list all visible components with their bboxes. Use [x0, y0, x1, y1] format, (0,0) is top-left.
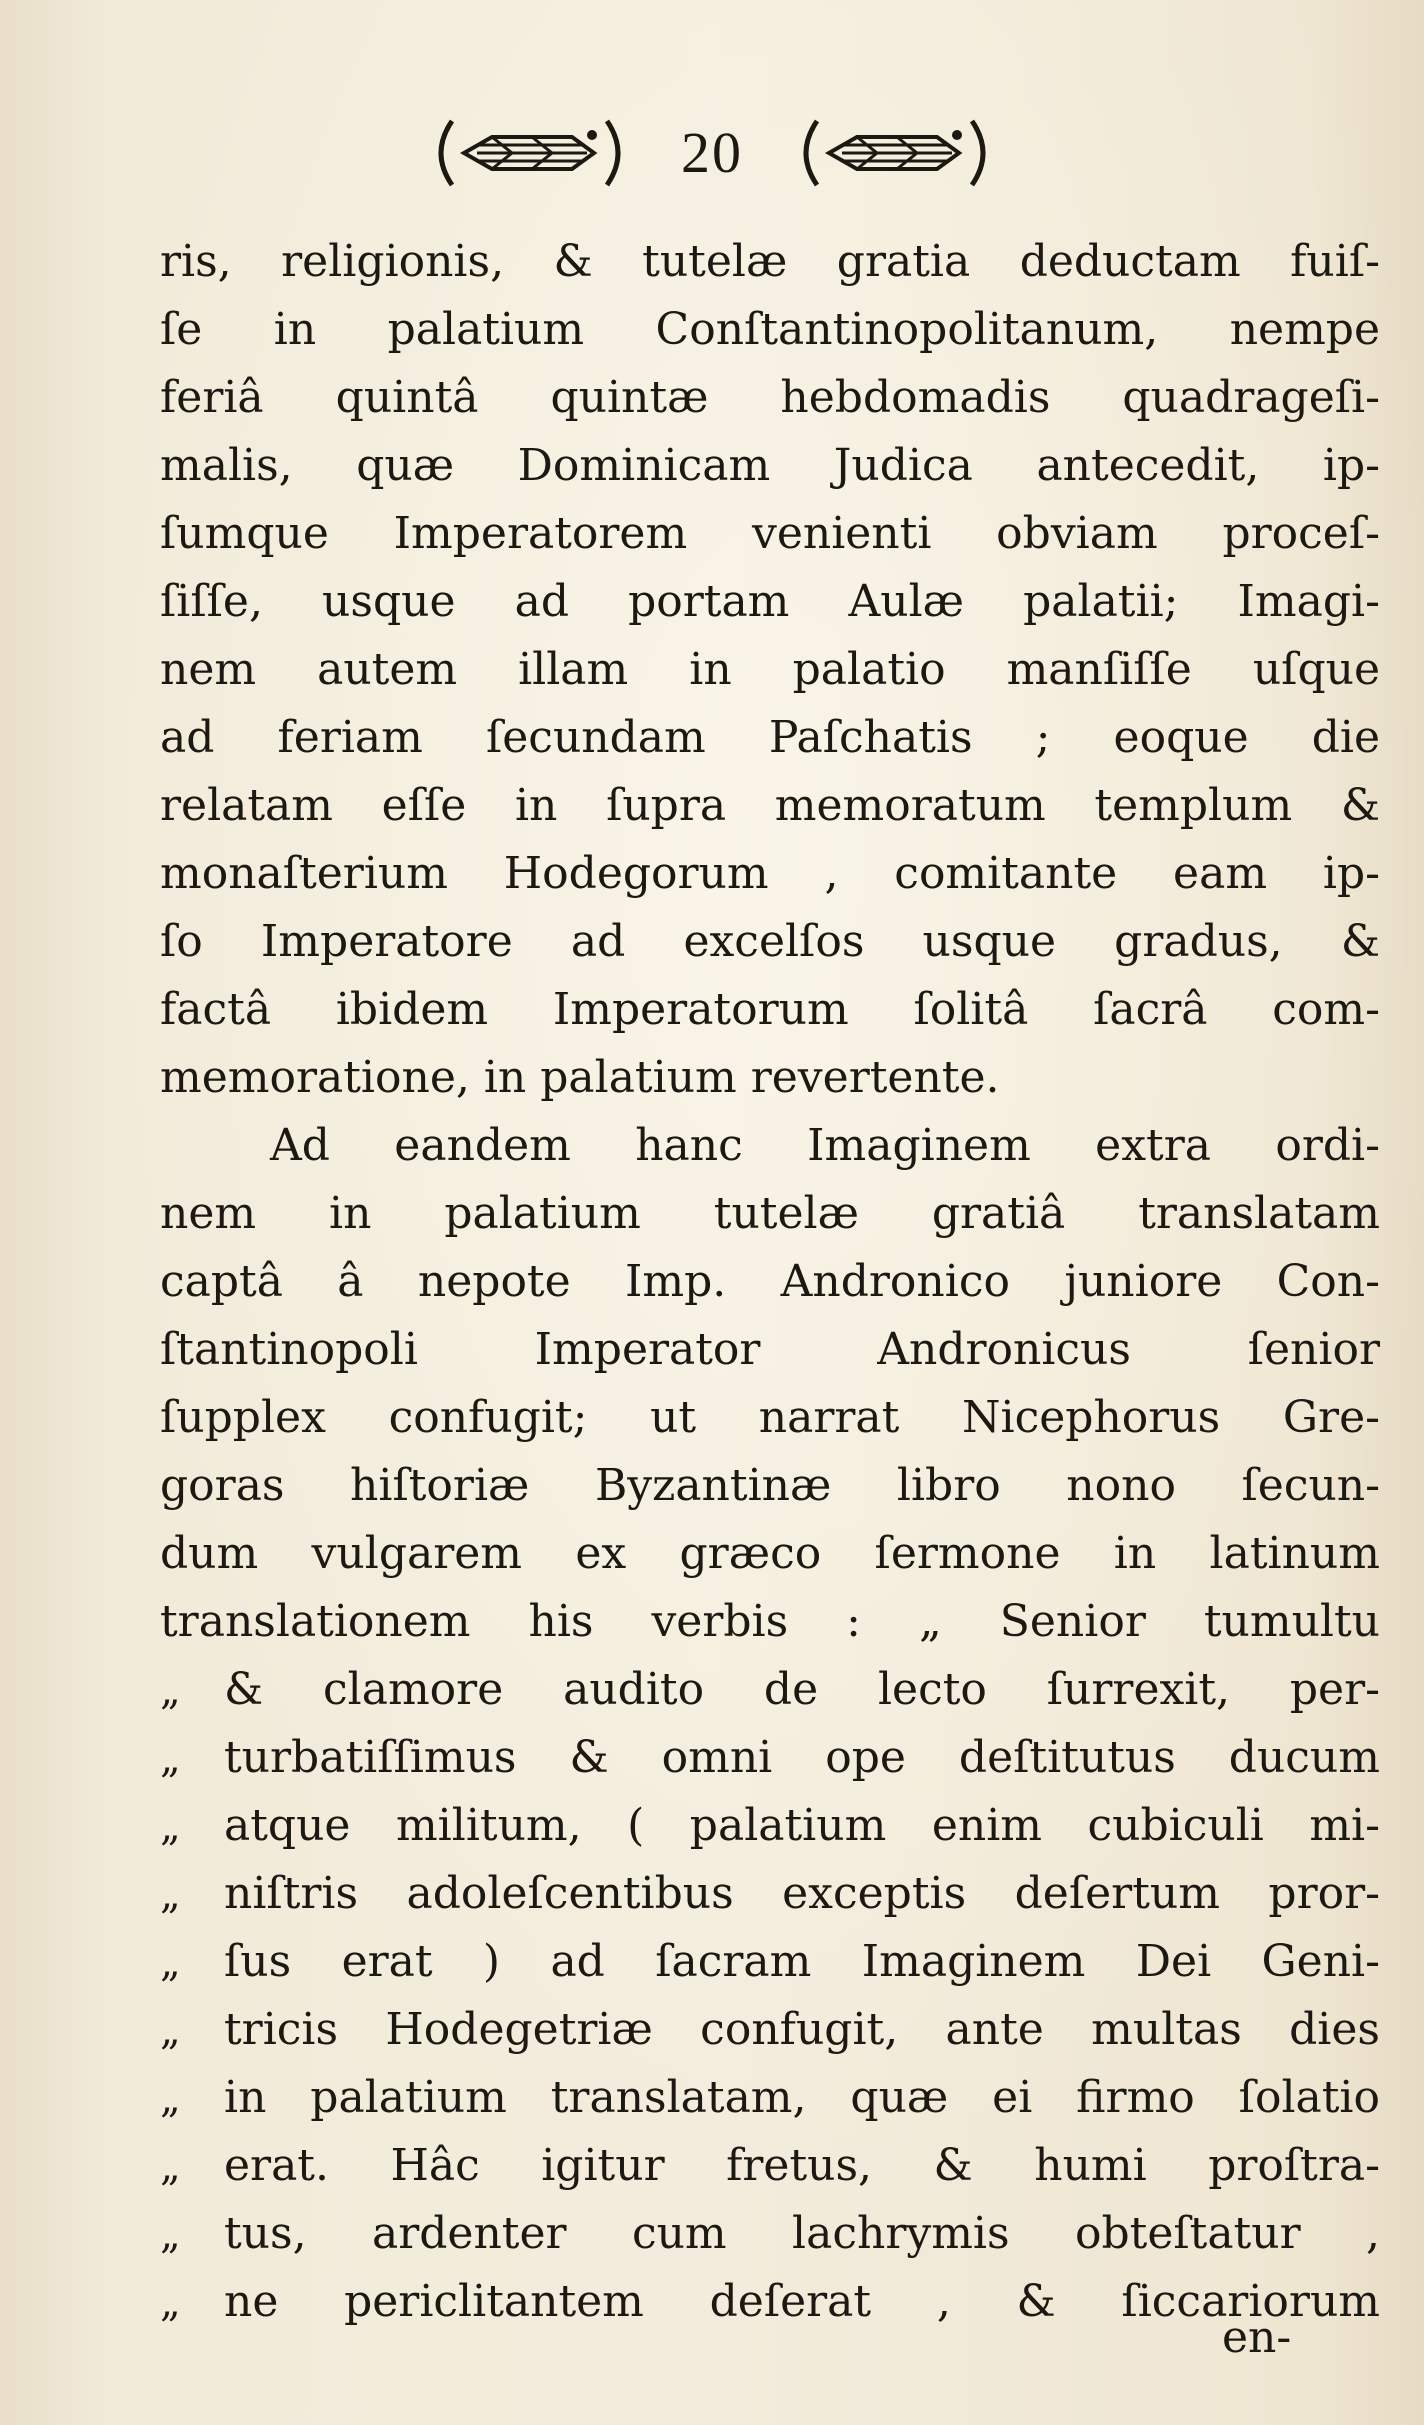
- left-printer-ornament-icon: [422, 113, 637, 193]
- quoted-text: turbatiſſimus & omni ope deſtitutus ducum: [224, 1732, 1380, 1783]
- text-line: memoratione, in palatium revertente.: [160, 1052, 1000, 1103]
- quotation-mark: „: [160, 2212, 181, 2258]
- quoted-text: & clamore audito de lecto ſurrexit, per-: [224, 1664, 1380, 1715]
- text-line: goras hiſtoriæ Byzantinæ libro nono ſecun-: [160, 1460, 1380, 1511]
- right-printer-ornament-icon: [787, 113, 1002, 193]
- quoted-line: [160, 1860, 1380, 1928]
- text-line: factâ ibidem Imperatorum ſolitâ ſacrâ com-: [160, 984, 1380, 1035]
- text-line: dum vulgarem ex græco ſermone in latinum: [160, 1528, 1380, 1579]
- text-line: ad feriam ſecundam Paſchatis ; eoque die: [160, 712, 1380, 763]
- quoted-line: [160, 1724, 1380, 1792]
- text-line: nem in palatium tutelæ gratiâ translatam: [160, 1188, 1380, 1239]
- quoted-text: in palatium translatam, quæ ei firmo ſolatio: [224, 2072, 1380, 2123]
- catchword: en-: [1222, 2312, 1292, 2363]
- quotation-mark: „: [160, 1940, 181, 1986]
- page-number: 20: [681, 120, 743, 185]
- text-line: ſo Imperatore ad excelſos usque gradus, &: [160, 916, 1380, 967]
- quotation-mark: „: [160, 2008, 181, 2054]
- text-line: translationem his verbis : „ Senior tumultu: [160, 1596, 1380, 1647]
- text-line: ſupplex confugit; ut narrat Nicephorus Gre-: [160, 1392, 1380, 1443]
- text-line: ſumque Imperatorem venienti obviam proceſ-: [160, 508, 1380, 559]
- text-line: monaſterium Hodegorum , comitante eam ip-: [160, 848, 1380, 899]
- text-line: ſtantinopoli Imperator Andronicus ſenior: [160, 1324, 1380, 1375]
- quoted-text: tricis Hodegetriæ confugit, ante multas dies: [224, 2004, 1380, 2055]
- text-line: feriâ quintâ quintæ hebdomadis quadrageſi-: [160, 372, 1380, 423]
- text-line: ſe in palatium Conſtantinopolitanum, nempe: [160, 304, 1380, 355]
- quoted-text: atque militum, ( palatium enim cubiculi mi-: [224, 1800, 1380, 1851]
- text-block: [160, 228, 1380, 2336]
- text-line: captâ â nepote Imp. Andronico juniore Con-: [160, 1256, 1380, 1307]
- quoted-text: erat. Hâc igitur fretus, & humi proſtra-: [224, 2140, 1380, 2191]
- quoted-line: [160, 1928, 1380, 1996]
- paragraph-start-line: Ad eandem hanc Imaginem extra ordi-: [270, 1120, 1380, 1171]
- text-line: malis, quæ Dominicam Judica antecedit, ip-: [160, 440, 1380, 491]
- quotation-mark: „: [160, 1668, 181, 1714]
- quoted-line: [160, 2200, 1380, 2268]
- quotation-mark: „: [160, 1736, 181, 1782]
- quoted-line: [160, 2268, 1380, 2336]
- text-line: relatam eſſe in ſupra memoratum templum &: [160, 780, 1380, 831]
- text-line: ris, religionis, & tutelæ gratia deductam fuiſ-: [160, 236, 1380, 287]
- text-line: nem autem illam in palatio manſiſſe uſque: [160, 644, 1380, 695]
- quoted-line: [160, 1792, 1380, 1860]
- quoted-line: [160, 1996, 1380, 2064]
- quoted-text: niſtris adoleſcentibus exceptis deſertum pror-: [224, 1868, 1380, 1919]
- quotation-mark: „: [160, 2076, 181, 2122]
- quotation-mark: „: [160, 1872, 181, 1918]
- page-header: [0, 108, 1424, 198]
- quotation-mark: „: [160, 2280, 181, 2326]
- quoted-line: [160, 1656, 1380, 1724]
- quoted-line: [160, 2064, 1380, 2132]
- quoted-line: [160, 2132, 1380, 2200]
- quotation-mark: „: [160, 2144, 181, 2190]
- text-line: ſiſſe, usque ad portam Aulæ palatii; Imagi-: [160, 576, 1380, 627]
- quoted-text: ne periclitantem deſerat , & ſiccariorum: [224, 2276, 1380, 2327]
- quotation-mark: „: [160, 1804, 181, 1850]
- quoted-text: tus, ardenter cum lachrymis obteſtatur ,: [224, 2208, 1380, 2259]
- quoted-text: ſus erat ) ad ſacram Imaginem Dei Geni-: [224, 1936, 1380, 1987]
